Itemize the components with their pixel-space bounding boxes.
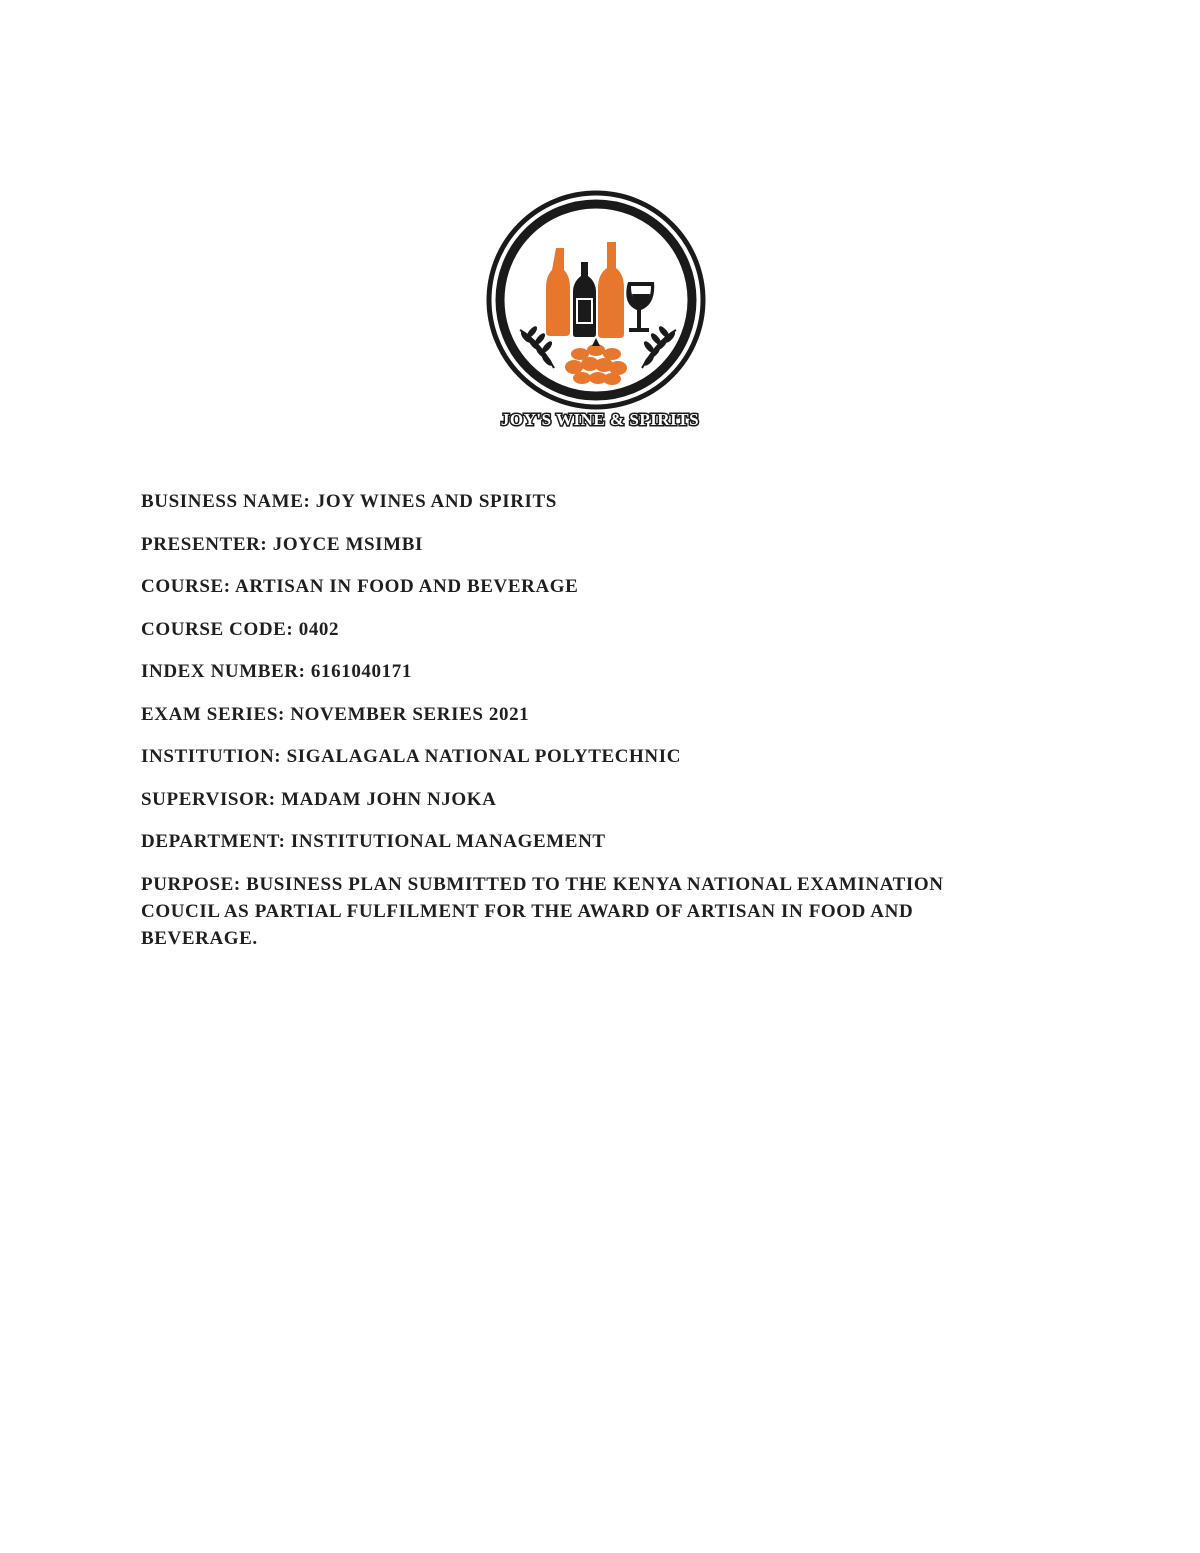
logo-caption: JOY'S WINE & SPIRITS	[500, 410, 700, 429]
field-value: ARTISAN IN FOOD AND BEVERAGE	[235, 576, 579, 597]
logo-emblem	[480, 182, 720, 437]
cover-details	[141, 488, 1041, 967]
field-label: COURSE CODE:	[141, 618, 294, 640]
index-number-field	[141, 658, 1041, 685]
beer-bottle-icon	[546, 248, 570, 336]
field-value: JOYCE MSIMBI	[272, 533, 423, 555]
exam-series-field	[141, 701, 1041, 728]
field-value: 6161040171	[310, 661, 412, 682]
field-value: 0402	[298, 618, 340, 640]
field-value: NOVEMBER SERIES 2021	[290, 703, 530, 725]
field-label: INDEX NUMBER:	[141, 661, 306, 682]
wine-glass-icon	[626, 282, 654, 332]
business-name-field	[141, 488, 1041, 515]
field-value: MADAM JOHN NJOKA	[281, 788, 497, 810]
field-label: DEPARTMENT:	[141, 831, 286, 852]
presenter-field	[141, 531, 1041, 558]
field-value: SIGALAGALA NATIONAL POLYTECHNIC	[286, 746, 682, 767]
purpose-field	[141, 871, 1021, 952]
course-field	[141, 573, 1041, 600]
field-value: BUSINESS PLAN SUBMITTED TO THE KENYA NATIONAL EXAMINATION COUCIL AS PARTIAL FULFILMENT FOR THE AWARD OF ARTISAN IN FOOD AND BEVERAGE.	[141, 873, 949, 949]
whisky-bottle-icon	[573, 262, 596, 337]
field-label: PURPOSE:	[141, 873, 241, 895]
field-label: EXAM SERIES:	[141, 703, 285, 725]
course-code-field	[141, 616, 1041, 643]
hops-icon	[565, 338, 627, 385]
field-label: BUSINESS NAME:	[141, 491, 311, 512]
field-label: SUPERVISOR:	[141, 788, 276, 810]
institution-field	[141, 743, 1041, 770]
field-label: COURSE:	[141, 576, 231, 597]
field-value: JOY WINES AND SPIRITS	[315, 491, 557, 512]
business-logo	[480, 182, 720, 437]
field-label: PRESENTER:	[141, 533, 268, 555]
department-field	[141, 828, 1041, 855]
field-value: INSTITUTIONAL MANAGEMENT	[290, 831, 606, 852]
field-label: INSTITUTION:	[141, 746, 282, 767]
beer-bottle-icon	[598, 242, 624, 338]
supervisor-field	[141, 786, 1041, 813]
